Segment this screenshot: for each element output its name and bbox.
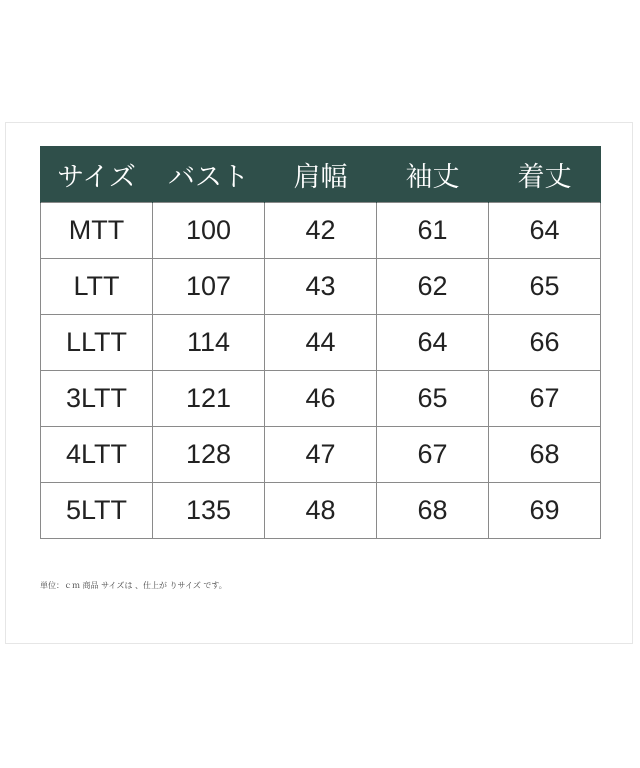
table-row (41, 315, 601, 371)
cell-size: LTT (41, 259, 153, 315)
cell-body-length: 64 (489, 203, 601, 259)
cell-bust: 107 (153, 259, 265, 315)
table-row (41, 259, 601, 315)
cell-body-length: 65 (489, 259, 601, 315)
table-row (41, 203, 601, 259)
cell-bust: 114 (153, 315, 265, 371)
table-row (41, 371, 601, 427)
size-table (40, 146, 601, 539)
cell-sleeve-length: 67 (377, 427, 489, 483)
cell-bust: 121 (153, 371, 265, 427)
header-size: サイズ (41, 146, 153, 203)
cell-size: 5LTT (41, 483, 153, 539)
cell-shoulder-width: 42 (265, 203, 377, 259)
cell-sleeve-length: 62 (377, 259, 489, 315)
cell-size: MTT (41, 203, 153, 259)
cell-size: LLTT (41, 315, 153, 371)
cell-body-length: 66 (489, 315, 601, 371)
cell-body-length: 69 (489, 483, 601, 539)
header-body-length: 着丈 (489, 146, 601, 203)
cell-bust: 100 (153, 203, 265, 259)
cell-body-length: 67 (489, 371, 601, 427)
header-bust: バスト (153, 146, 265, 203)
table-header-row (41, 146, 601, 203)
cell-shoulder-width: 43 (265, 259, 377, 315)
cell-sleeve-length: 65 (377, 371, 489, 427)
cell-size: 3LTT (41, 371, 153, 427)
cell-shoulder-width: 44 (265, 315, 377, 371)
header-shoulder-width: 肩幅 (265, 146, 377, 203)
cell-body-length: 68 (489, 427, 601, 483)
cell-sleeve-length: 64 (377, 315, 489, 371)
table-row (41, 427, 601, 483)
cell-shoulder-width: 47 (265, 427, 377, 483)
cell-sleeve-length: 68 (377, 483, 489, 539)
cell-size: 4LTT (41, 427, 153, 483)
cell-bust: 135 (153, 483, 265, 539)
unit-note: 単位：ｃｍ 商品 サイズは 、仕上が りサイズ です。 (40, 581, 227, 590)
cell-shoulder-width: 46 (265, 371, 377, 427)
header-sleeve-length: 袖丈 (377, 146, 489, 203)
cell-shoulder-width: 48 (265, 483, 377, 539)
cell-sleeve-length: 61 (377, 203, 489, 259)
cell-bust: 128 (153, 427, 265, 483)
table-row (41, 483, 601, 539)
